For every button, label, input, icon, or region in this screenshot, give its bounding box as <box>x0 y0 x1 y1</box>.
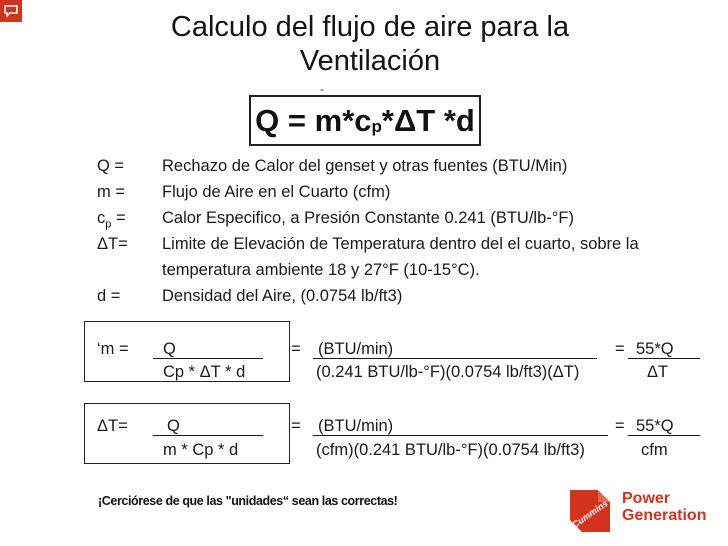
equation-1-units-bar <box>313 358 597 359</box>
equation-1-lhs: ‘m = <box>97 340 129 358</box>
equation-2-equals-1: = <box>291 417 301 435</box>
title-line-1: Calculo del flujo de aire para la <box>170 11 570 43</box>
equation-1-denominator: Cp * ΔT * d <box>163 363 246 381</box>
equation-2-lhs: ΔT= <box>97 417 128 435</box>
equation-1-denominator-units: (0.241 BTU/lb-°F)(0.0754 lb/ft3)(ΔT) <box>316 363 580 381</box>
formula-equals: = <box>287 102 307 138</box>
symbol-base: c <box>97 209 106 227</box>
equation-1-numerator-units: (BTU/min) <box>318 340 394 358</box>
definition-text: Flujo de Aire en el Cuarto (cfm) <box>162 183 391 201</box>
equation-2-result-numerator: 55*Q <box>636 417 674 435</box>
equation-2-result-bar <box>628 435 700 436</box>
equation-2-denominator-units: (cfm)(0.241 BTU/lb-°F)(0.0754 lb/ft3) <box>316 441 585 459</box>
logo-line-2: Generation <box>622 507 707 524</box>
cummins-wordmark: Cummins <box>570 498 610 530</box>
power-generation-logo <box>622 490 706 524</box>
equation-2-numerator-units: (BTU/min) <box>318 417 394 435</box>
equation-2-equals-2: = <box>615 417 625 435</box>
symbol-tail: = <box>111 209 126 227</box>
formula-q: Q <box>255 102 280 138</box>
formula-m-c: m*c <box>314 102 372 138</box>
equation-1-result-bar <box>628 358 700 359</box>
equation-1-equals-2: = <box>615 340 625 358</box>
slide-title <box>100 10 640 78</box>
equation-1-result-numerator: 55*Q <box>636 340 674 358</box>
definition-text: Limite de Elevación de Temperatura dentro del el cuarto, sobre la <box>162 235 639 253</box>
equation-2-denominator: m * Cp * d <box>163 441 239 459</box>
units-footnote: ¡Cerciórese de que las "unidades“ sean las correctas! <box>98 494 398 508</box>
equation-1-equals-1: = <box>291 340 301 358</box>
equation-2-fraction-bar <box>153 435 263 436</box>
equation-1-fraction-bar <box>153 358 263 359</box>
cummins-logo <box>564 488 616 534</box>
equation-1-result-denominator: ΔT <box>647 363 669 381</box>
equation-2-result-denominator: cfm <box>641 441 668 459</box>
equation-2-units-bar <box>313 435 608 436</box>
equation-1-numerator: Q <box>163 340 176 358</box>
definition-text: Calor Especifico, a Presión Constante 0.241 (BTU/lb-°F) <box>162 209 574 227</box>
definition-text: Rechazo de Calor del genset y otras fuentes (BTU/Min) <box>162 157 568 175</box>
title-line-2: Ventilación <box>299 45 441 77</box>
definition-symbol: d = <box>97 287 121 305</box>
main-formula-box <box>249 95 481 146</box>
logo-line-1: Power <box>622 490 671 507</box>
definition-text: temperatura ambiente 18 y 27°F (10-15°C). <box>162 261 480 279</box>
formula-p-subscript: p <box>371 116 382 136</box>
equation-2-numerator: Q <box>167 417 180 435</box>
symbol-subscript: p <box>105 218 112 231</box>
speech-bubble-icon <box>0 0 22 22</box>
definition-symbol: m = <box>97 183 125 201</box>
stray-dash: - <box>320 82 324 96</box>
definition-text: Densidad del Aire, (0.0754 lb/ft3) <box>162 287 403 305</box>
definition-symbol: ΔT= <box>97 235 128 253</box>
definition-symbol: Q = <box>97 157 125 175</box>
formula-rest: *ΔT *d <box>381 102 475 138</box>
